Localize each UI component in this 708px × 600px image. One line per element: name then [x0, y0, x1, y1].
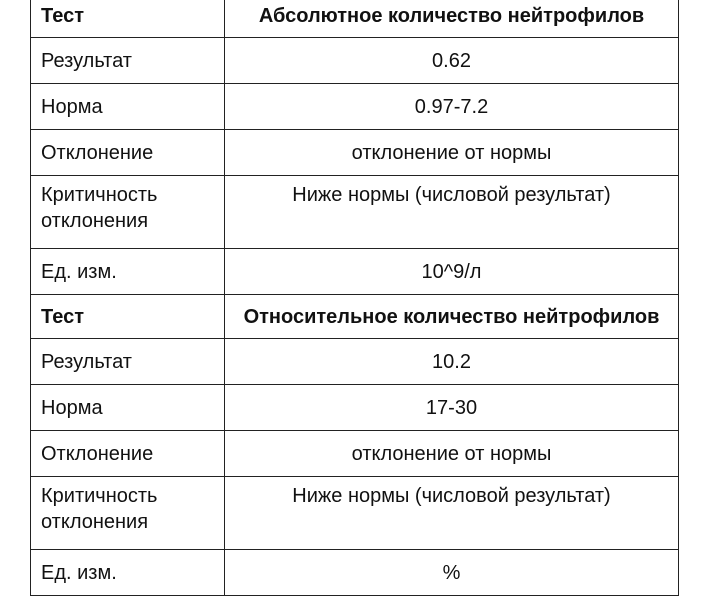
table-row-criticality — [31, 176, 679, 249]
row-value: 10^9/л — [225, 249, 679, 295]
row-label: Критичность отклонения — [31, 477, 225, 550]
row-value: 17-30 — [225, 385, 679, 431]
row-label: Критичность отклонения — [31, 176, 225, 249]
table-row-result — [31, 38, 679, 84]
row-value: 0.97-7.2 — [225, 84, 679, 130]
row-value: 10.2 — [225, 339, 679, 385]
row-label: Результат — [31, 38, 225, 84]
table-row-deviation — [31, 130, 679, 176]
table-row-deviation — [31, 431, 679, 477]
lab-results-table — [30, 0, 679, 596]
table-row-norm — [31, 385, 679, 431]
row-label: Ед. изм. — [31, 550, 225, 596]
test-name: Абсолютное количество нейтрофилов — [225, 0, 679, 38]
row-value: Ниже нормы (числовой результат) — [225, 176, 679, 249]
row-value: отклонение от нормы — [225, 130, 679, 176]
row-label: Отклонение — [31, 431, 225, 477]
row-value: отклонение от нормы — [225, 431, 679, 477]
row-label: Отклонение — [31, 130, 225, 176]
row-label: Норма — [31, 385, 225, 431]
test-header-label: Тест — [31, 0, 225, 38]
table-row-units — [31, 550, 679, 596]
row-label: Результат — [31, 339, 225, 385]
table-row-norm — [31, 84, 679, 130]
row-label: Норма — [31, 84, 225, 130]
row-value: % — [225, 550, 679, 596]
test-header-row — [31, 295, 679, 339]
test-name: Относительное количество нейтрофилов — [225, 295, 679, 339]
row-label: Ед. изм. — [31, 249, 225, 295]
test-header-label: Тест — [31, 295, 225, 339]
row-value: Ниже нормы (числовой результат) — [225, 477, 679, 550]
table-row-criticality — [31, 477, 679, 550]
table-row-result — [31, 339, 679, 385]
test-header-row — [31, 0, 679, 38]
row-value: 0.62 — [225, 38, 679, 84]
table-row-units — [31, 249, 679, 295]
